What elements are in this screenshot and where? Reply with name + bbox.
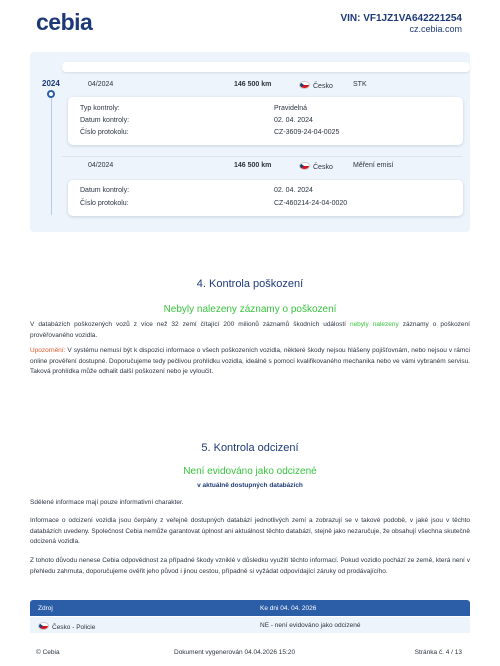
- row-status: NE - není evidováno jako odcizené: [260, 622, 361, 629]
- entry-type: Měření emisí: [353, 162, 394, 169]
- vin-value: VF1JZ1VA642221254: [363, 13, 462, 24]
- czech-flag-icon: [299, 81, 310, 89]
- logo-text: cebia: [36, 9, 93, 35]
- detail-card-stk: [68, 97, 463, 145]
- entry-km: 146 500 km: [234, 162, 272, 169]
- timeline-year: 2024: [42, 79, 60, 88]
- theft-result: Není evidováno jako odcizené: [183, 466, 317, 477]
- damage-section-title: 4. Kontrola poškození: [196, 278, 304, 290]
- damage-highlight: nebyly nalezeny: [349, 321, 399, 328]
- entry-date: 04/2024: [88, 162, 114, 169]
- cebia-logo: [36, 9, 92, 36]
- theft-paragraph-3: Z tohoto důvodu nenese Cebia odpovědnost za případné škody vzniklé v důsledku využití těchto informací. Pokud vozidlo pochází ze země, která není v přehledu zahrnuta, doporučujeme ověřit jeho původ i jinou cestou, případně si vyžádat odpovídající záruky od prodávajícího.: [30, 557, 470, 575]
- table-row: [30, 617, 470, 633]
- theft-subtitle: v aktuálně dostupných databázích: [197, 482, 303, 489]
- entry-km: 146 500 km: [234, 81, 272, 88]
- timeline-line: [51, 95, 52, 215]
- entry-type: STK: [353, 81, 367, 88]
- detail-card-emise: [68, 180, 463, 216]
- footer-copyright: © Cebia: [36, 649, 60, 656]
- detail-label: Datum kontroly:: [80, 187, 130, 194]
- site-url: cz.cebia.com: [409, 24, 462, 34]
- warning-label: Upozornění:: [30, 347, 66, 354]
- detail-label: Datum kontroly:: [80, 117, 130, 124]
- footer-generated: Dokument vygenerován 04.04.2026 15:20: [174, 649, 296, 656]
- timeline-prev-strip: [62, 62, 470, 72]
- detail-label: Číslo protokolu:: [80, 129, 129, 136]
- theft-table-header: [30, 600, 470, 616]
- theft-paragraph-1: Sdělené informace mají pouze informativní charakter.: [30, 499, 184, 506]
- damage-paragraph-2: Upozornění: V systému nemusí být k dispozici informace o všech poškozeních vozidla, některé škody nejsou hlášeny pojišťovnám, nebo nejsou v rámci online prověření dostupné. Doporučujeme tedy pečlivou prohlídku vozidla, ideálně s pomocí kvalifikovaného mechanika nebo ve vámi vybraném servisu. Taková prohlídka může odhalit další poškození nebo je vyloučit.: [30, 347, 470, 375]
- detail-value: 02. 04. 2024: [274, 187, 313, 194]
- vin-label: VIN: VF1JZ1VA642221254: [340, 13, 462, 24]
- entry-country: Česko: [299, 162, 333, 171]
- entry-date: 04/2024: [88, 81, 114, 88]
- footer-page-number: Stránka č. 4 / 13: [414, 649, 462, 656]
- theft-paragraph-2: Informace o odcizení vozidla jsou čerpány z veřejně dostupných databází jednotlivých zemí a zobrazují se v takové podobě, v jaké jsou v těchto databázích uvedeny. Společnost Cebia nemůže garantovat úplnost ani aktuálnost těchto databází, stejně jako nezaručuje, že obsahují všechna skutečně odcizená vozidla.: [30, 517, 470, 545]
- timeline-entry-stk: [62, 76, 462, 94]
- damage-paragraph-1: V databázích poškozených vozů z více než 32 zemí čítající 200 milionů záznamů škodních událostí nebyly nalezeny záznamy o poškození prověřovaného vozidla.: [30, 321, 470, 339]
- detail-value: CZ-3609-24-04-0025: [274, 129, 340, 136]
- timeline-entry-emise: [62, 156, 462, 175]
- entry-country: Česko: [299, 81, 333, 90]
- damage-result: Nebyly nalezeny záznamy o poškození: [163, 304, 337, 315]
- czech-flag-icon: [38, 622, 49, 630]
- row-source: Česko - Policie: [38, 622, 95, 631]
- detail-value: 02. 04. 2024: [274, 117, 313, 124]
- page-footer: [0, 646, 500, 660]
- czech-flag-icon: [299, 162, 310, 170]
- detail-label: Číslo protokolu:: [80, 200, 129, 207]
- col-source: Zdroj: [38, 605, 53, 612]
- theft-section-title: 5. Kontrola odcizení: [201, 442, 299, 454]
- detail-value: Pravidelná: [274, 105, 308, 112]
- col-date: Ke dni 04. 04. 2026: [260, 605, 317, 612]
- timeline-dot: [47, 90, 55, 98]
- detail-label: Typ kontroly:: [80, 105, 120, 112]
- detail-value: CZ-460214-24-04-0020: [274, 200, 348, 207]
